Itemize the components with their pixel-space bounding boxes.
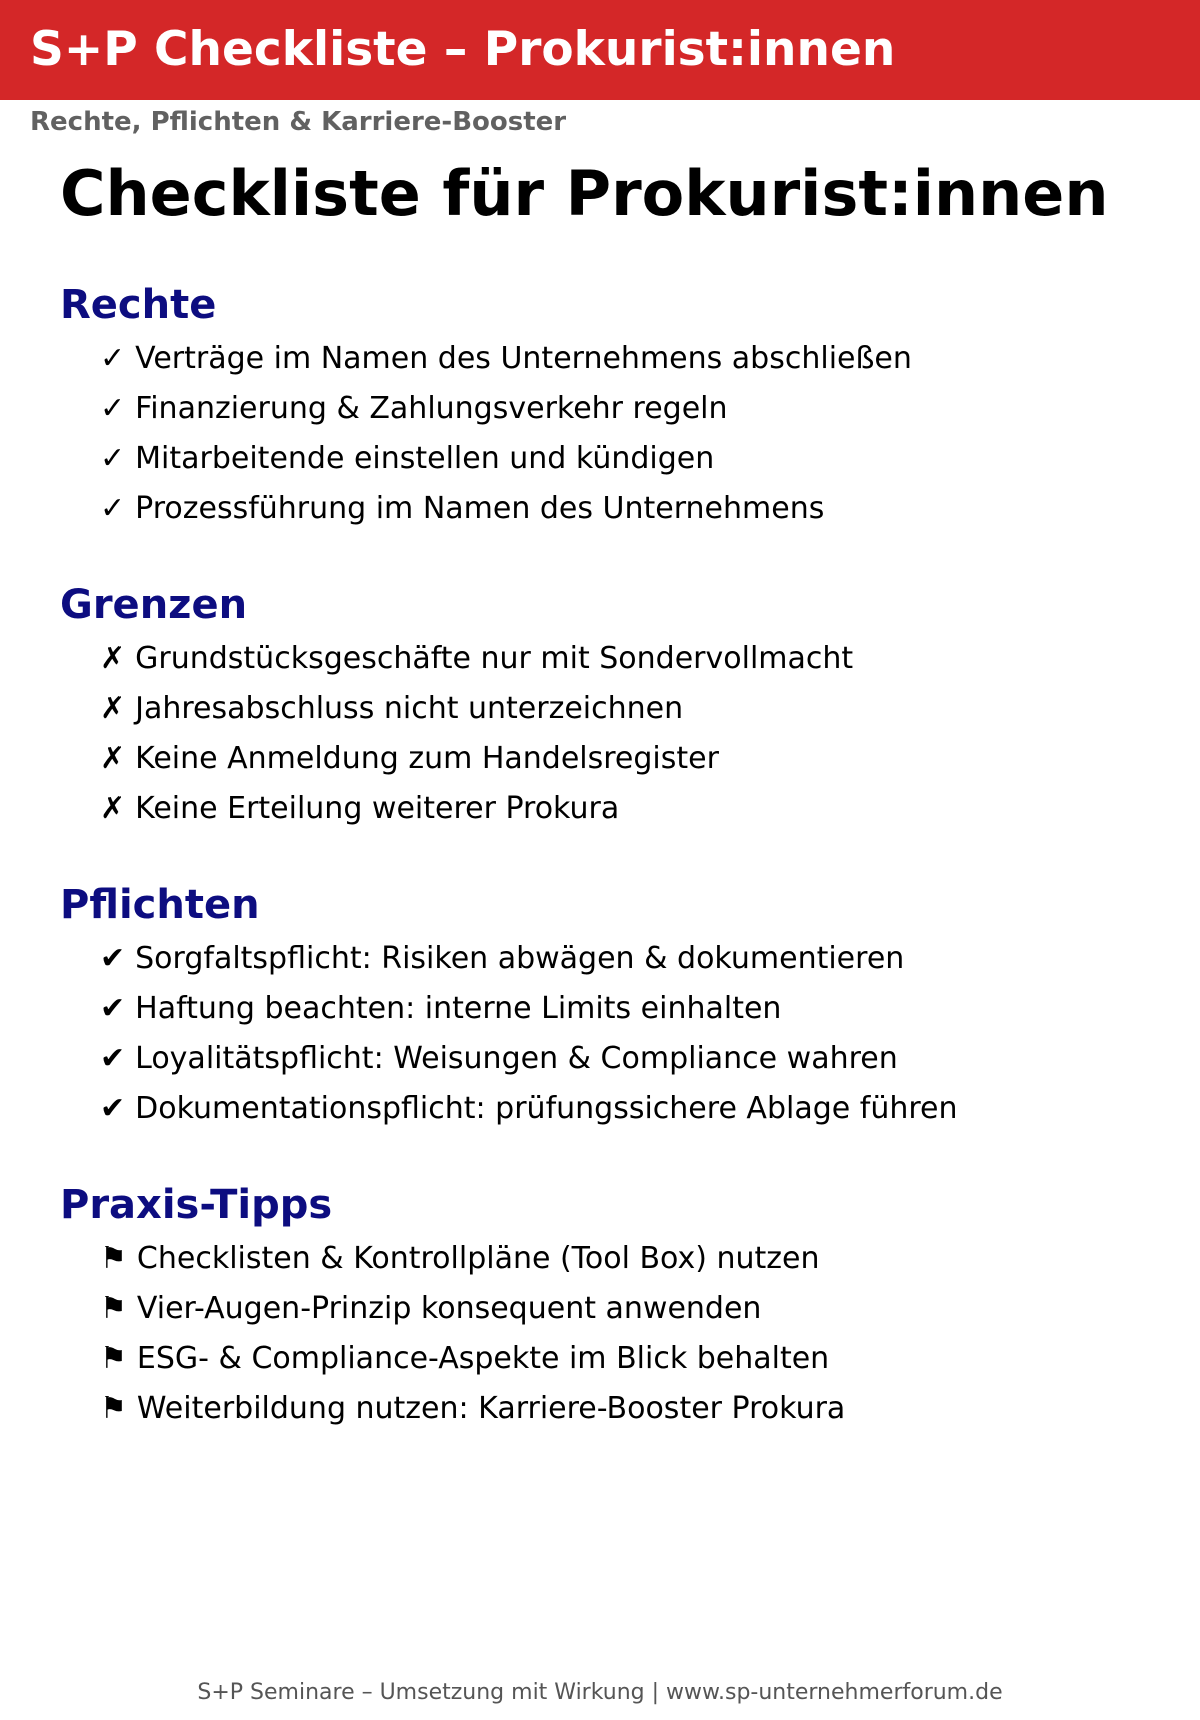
- heavy-check-icon: ✔: [100, 941, 126, 976]
- page-title: Checkliste für Prokurist:innen: [60, 157, 1109, 230]
- list-item: [100, 384, 1160, 434]
- item-text: Loyalitätspflicht: Weisungen & Compliance wahren: [135, 1041, 898, 1076]
- section-heading: Pflichten: [60, 882, 260, 928]
- heavy-check-icon: ✔: [100, 1091, 126, 1126]
- item-text: Keine Erteilung weiterer Prokura: [135, 791, 620, 826]
- item-text: Dokumentationspflicht: prüfungssichere Ablage führen: [135, 1091, 958, 1126]
- check-icon: ✓: [100, 491, 126, 526]
- item-text: Vier-Augen-Prinzip konsequent anwenden: [136, 1291, 762, 1326]
- item-text: Finanzierung & Zahlungsverkehr regeln: [135, 391, 728, 426]
- section-pflichten: [60, 876, 1160, 1134]
- list-item: [100, 1284, 1160, 1334]
- banner-subtitle: Rechte, Pflichten & Karriere-Booster: [30, 107, 567, 137]
- footer-text: S+P Seminare – Umsetzung mit Wirkung | www.sp-unternehmerforum.de: [197, 1680, 1003, 1705]
- banner-title: S+P Checkliste – Prokurist:innen: [30, 22, 896, 77]
- check-icon: ✓: [100, 341, 126, 376]
- flag-icon: ⚑: [100, 1291, 127, 1326]
- item-text: Grundstücksgeschäfte nur mit Sondervollmacht: [135, 641, 854, 676]
- list-item: [100, 784, 1160, 834]
- section-heading: Grenzen: [60, 582, 248, 628]
- heavy-check-icon: ✔: [100, 991, 126, 1026]
- item-list: [60, 934, 1160, 1134]
- list-item: [100, 1084, 1160, 1134]
- list-item: [100, 934, 1160, 984]
- list-item: [100, 634, 1160, 684]
- list-item: [100, 484, 1160, 534]
- item-list: [60, 334, 1160, 534]
- item-list: [60, 634, 1160, 834]
- flag-icon: ⚑: [100, 1241, 127, 1276]
- list-item: [100, 1234, 1160, 1284]
- heavy-check-icon: ✔: [100, 1041, 126, 1076]
- cross-icon: ✗: [100, 641, 126, 676]
- list-item: [100, 684, 1160, 734]
- list-item: [100, 1034, 1160, 1084]
- item-text: Keine Anmeldung zum Handelsregister: [135, 741, 719, 776]
- list-item: [100, 984, 1160, 1034]
- cross-icon: ✗: [100, 791, 126, 826]
- item-text: Haftung beachten: interne Limits einhalten: [135, 991, 782, 1026]
- item-text: Prozessführung im Namen des Unternehmens: [135, 491, 825, 526]
- section-praxis-tipps: [60, 1176, 1160, 1434]
- item-text: Mitarbeitende einstellen und kündigen: [135, 441, 715, 476]
- check-icon: ✓: [100, 391, 126, 426]
- section-grenzen: [60, 576, 1160, 834]
- item-text: Weiterbildung nutzen: Karriere-Booster Prokura: [136, 1391, 846, 1426]
- section-heading: Praxis-Tipps: [60, 1182, 333, 1228]
- header-banner: [0, 0, 1200, 100]
- flag-icon: ⚑: [100, 1391, 127, 1426]
- check-icon: ✓: [100, 441, 126, 476]
- list-item: [100, 1384, 1160, 1434]
- item-text: ESG- & Compliance-Aspekte im Blick behalten: [136, 1341, 830, 1376]
- list-item: [100, 434, 1160, 484]
- item-text: Checklisten & Kontrollpläne (Tool Box) nutzen: [136, 1241, 820, 1276]
- list-item: [100, 734, 1160, 784]
- list-item: [100, 1334, 1160, 1384]
- list-item: [100, 334, 1160, 384]
- item-text: Jahresabschluss nicht unterzeichnen: [135, 691, 684, 726]
- cross-icon: ✗: [100, 691, 126, 726]
- section-heading: Rechte: [60, 282, 217, 328]
- cross-icon: ✗: [100, 741, 126, 776]
- item-text: Sorgfaltspflicht: Risiken abwägen & dokumentieren: [135, 941, 905, 976]
- item-list: [60, 1234, 1160, 1434]
- flag-icon: ⚑: [100, 1341, 127, 1376]
- section-rechte: [60, 276, 1160, 534]
- item-text: Verträge im Namen des Unternehmens abschließen: [135, 341, 912, 376]
